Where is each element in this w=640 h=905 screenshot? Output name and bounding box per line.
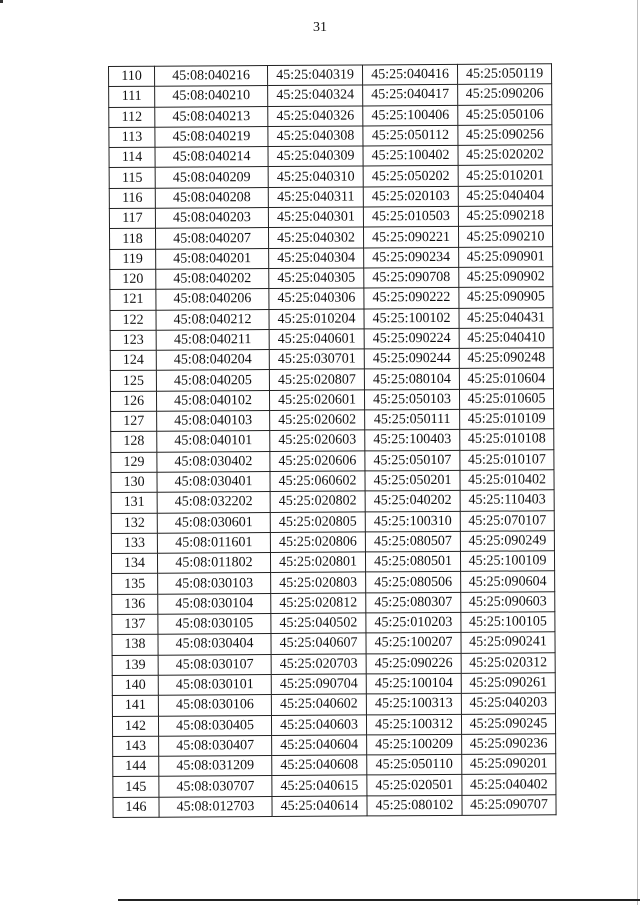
cadastral-code-col-4: 45:25:090603 (461, 591, 555, 612)
table-row (112, 713, 555, 736)
row-number: 139 (112, 655, 158, 676)
cadastral-code-col-3: 45:25:040417 (363, 85, 458, 106)
table-row (109, 186, 552, 209)
row-number: 135 (112, 574, 158, 595)
cadastral-code-col-2: 45:25:040614 (272, 796, 367, 817)
cadastral-code-col-2: 45:25:020606 (270, 451, 365, 472)
row-number: 124 (110, 350, 156, 371)
cadastral-code-col-3: 45:25:080104 (364, 369, 459, 390)
table-row (110, 307, 553, 330)
cadastral-code-col-4: 45:25:090249 (460, 531, 554, 552)
cadastral-code-col-1: 45:08:040214 (155, 147, 268, 168)
row-number: 146 (113, 797, 159, 818)
page-edge-right (637, 0, 638, 905)
row-number: 115 (109, 168, 155, 189)
table-row (112, 652, 555, 675)
cadastral-code-col-2: 45:25:040308 (268, 126, 363, 147)
cadastral-code-col-3: 45:25:100102 (364, 308, 459, 329)
cadastral-code-col-2: 45:25:040601 (269, 329, 364, 350)
cadastral-code-col-2: 45:25:040607 (271, 633, 366, 654)
cadastral-code-col-2: 45:25:040301 (268, 207, 363, 228)
cadastral-code-col-3: 45:25:090222 (364, 288, 459, 309)
cadastral-code-col-3: 45:25:050201 (365, 470, 460, 491)
cadastral-code-col-3: 45:25:080506 (366, 572, 461, 593)
table-row (112, 612, 555, 635)
table-row (109, 64, 552, 87)
cadastral-code-col-2: 45:25:060602 (270, 471, 365, 492)
cadastral-code-col-3: 45:25:050103 (364, 389, 459, 410)
cadastral-code-col-4: 45:25:040404 (458, 186, 552, 207)
cadastral-code-col-2: 45:25:090704 (271, 674, 366, 695)
cadastral-code-col-4: 45:25:070107 (460, 510, 554, 531)
cadastral-code-col-1: 45:08:040208 (155, 187, 268, 208)
cadastral-code-col-3: 45:25:100207 (366, 633, 461, 654)
cadastral-code-col-3: 45:25:040202 (365, 491, 460, 512)
table-row (109, 145, 552, 168)
row-number: 129 (111, 452, 157, 473)
cadastral-code-col-4: 45:25:020312 (461, 652, 555, 673)
cadastral-code-col-3: 45:25:050110 (367, 754, 462, 775)
row-number: 121 (110, 289, 156, 310)
cadastral-code-col-4: 45:25:010108 (460, 429, 554, 450)
table-row (111, 510, 554, 533)
cadastral-code-col-4: 45:25:090901 (459, 246, 553, 267)
cadastral-code-col-2: 45:25:020703 (271, 654, 366, 675)
cadastral-codes-table (108, 63, 557, 818)
table-row (111, 429, 554, 452)
cadastral-code-col-1: 45:08:040213 (155, 106, 268, 127)
cadastral-code-col-4: 45:25:090236 (462, 734, 556, 755)
cadastral-code-col-3: 45:25:080507 (365, 531, 460, 552)
cadastral-code-col-3: 45:25:040416 (362, 64, 457, 85)
row-number: 137 (112, 614, 158, 635)
table-row (110, 368, 553, 391)
cadastral-code-col-3: 45:25:090224 (364, 328, 459, 349)
row-number: 126 (110, 391, 156, 412)
cadastral-code-col-3: 45:25:100406 (363, 105, 458, 126)
cadastral-code-col-4: 45:25:090902 (459, 267, 553, 288)
cadastral-code-col-4: 45:25:090905 (459, 287, 553, 308)
row-number: 116 (109, 188, 155, 209)
row-number: 118 (109, 229, 155, 250)
cadastral-code-col-3: 45:25:010503 (363, 206, 458, 227)
cadastral-code-col-3: 45:25:080307 (366, 592, 461, 613)
table-row (112, 571, 555, 594)
cadastral-code-col-2: 45:25:040615 (272, 775, 367, 796)
row-number: 111 (109, 87, 155, 108)
cadastral-code-col-3: 45:25:050202 (363, 166, 458, 187)
cadastral-code-col-4: 45:25:050119 (457, 64, 551, 85)
row-number: 136 (112, 594, 158, 615)
row-number: 110 (109, 66, 155, 87)
table-row (112, 591, 555, 614)
row-number: 130 (111, 472, 157, 493)
table-row (111, 531, 554, 554)
cadastral-code-col-3: 45:25:050107 (365, 450, 460, 471)
table-row (113, 774, 556, 797)
cadastral-code-col-1: 45:08:040219 (155, 126, 268, 147)
cadastral-code-col-3: 45:25:100403 (365, 430, 460, 451)
cadastral-code-col-3: 45:25:020501 (367, 775, 462, 796)
table-row (109, 104, 552, 127)
cadastral-code-col-1: 45:08:030107 (158, 654, 271, 675)
cadastral-code-col-4: 45:25:090241 (461, 632, 555, 653)
cadastral-code-col-2: 45:25:020805 (270, 511, 365, 532)
page-edge-bottom (118, 899, 640, 901)
row-number: 122 (110, 310, 156, 331)
cadastral-code-col-1: 45:08:030104 (158, 593, 271, 614)
cadastral-code-col-1: 45:08:030401 (157, 471, 270, 492)
cadastral-code-col-2: 45:25:040305 (269, 268, 364, 289)
table-row (109, 165, 552, 188)
table-row (109, 84, 552, 107)
cadastral-code-col-1: 45:08:030103 (158, 573, 271, 594)
row-number: 140 (112, 675, 158, 696)
cadastral-code-col-2: 45:25:020807 (269, 369, 364, 390)
table-row (111, 490, 554, 513)
cadastral-code-col-1: 45:08:040201 (156, 248, 269, 269)
cadastral-code-col-3: 45:25:020103 (363, 186, 458, 207)
cadastral-code-col-4: 45:25:090245 (461, 713, 555, 734)
cadastral-code-col-2: 45:25:040311 (268, 187, 363, 208)
cadastral-code-col-3: 45:25:090234 (364, 247, 459, 268)
cadastral-code-col-3: 45:25:090226 (366, 653, 461, 674)
table-row (113, 734, 556, 757)
cadastral-code-col-3: 45:25:080501 (365, 551, 460, 572)
cadastral-code-col-1: 45:08:040216 (155, 66, 268, 87)
cadastral-code-col-1: 45:08:030105 (158, 614, 271, 635)
cadastral-code-col-1: 45:08:040204 (156, 350, 269, 371)
row-number: 132 (111, 513, 157, 534)
cadastral-code-col-1: 45:08:040205 (156, 370, 269, 391)
cadastral-code-col-4: 45:25:090210 (458, 226, 552, 247)
cadastral-code-col-2: 45:25:020802 (270, 491, 365, 512)
row-number: 128 (111, 432, 157, 453)
cadastral-code-col-2: 45:25:020602 (270, 410, 365, 431)
cadastral-code-col-4: 45:25:010605 (459, 389, 553, 410)
cadastral-code-col-4: 45:25:110403 (460, 490, 554, 511)
cadastral-code-col-1: 45:08:030405 (158, 715, 271, 736)
cadastral-code-col-2: 45:25:040306 (269, 288, 364, 309)
cadastral-code-col-4: 45:25:090707 (462, 794, 556, 815)
table-row (110, 348, 553, 371)
cadastral-code-col-1: 45:08:040212 (156, 309, 269, 330)
cadastral-code-col-3: 45:25:100402 (363, 146, 458, 167)
row-number: 114 (109, 147, 155, 168)
cadastral-code-col-4: 45:25:040203 (461, 693, 555, 714)
cadastral-code-col-1: 45:08:040202 (156, 268, 269, 289)
cadastral-code-col-2: 45:25:020601 (269, 390, 364, 411)
cadastral-code-col-2: 45:25:010204 (269, 309, 364, 330)
cadastral-code-col-4: 45:25:010109 (460, 409, 554, 430)
table-row (111, 449, 554, 472)
table-row (112, 632, 555, 655)
row-number: 117 (109, 208, 155, 229)
row-number: 144 (113, 756, 159, 777)
cadastral-code-col-4: 45:25:040410 (459, 328, 553, 349)
cadastral-code-col-4: 45:25:010402 (460, 470, 554, 491)
cadastral-code-col-1: 45:08:030601 (157, 512, 270, 533)
table-body (109, 64, 557, 818)
cadastral-code-col-3: 45:25:010203 (366, 612, 461, 633)
row-number: 125 (110, 371, 156, 392)
row-number: 119 (110, 249, 156, 270)
cadastral-code-col-3: 45:25:090708 (364, 267, 459, 288)
row-number: 138 (112, 635, 158, 656)
cadastral-code-col-1: 45:08:030101 (158, 674, 271, 695)
cadastral-code-col-2: 45:25:040604 (272, 735, 367, 756)
row-number: 131 (111, 492, 157, 513)
row-number: 113 (109, 127, 155, 148)
cadastral-code-col-1: 45:08:040207 (155, 228, 268, 249)
cadastral-code-col-1: 45:08:030404 (158, 634, 271, 655)
cadastral-code-col-2: 45:25:020803 (271, 572, 366, 593)
cadastral-code-col-1: 45:08:040211 (156, 329, 269, 350)
cadastral-code-col-4: 45:25:090201 (462, 754, 556, 775)
cadastral-code-col-3: 45:25:050112 (363, 125, 458, 146)
cadastral-code-col-2: 45:25:040302 (268, 227, 363, 248)
row-number: 134 (111, 553, 157, 574)
scan-corner-mark (0, 0, 3, 3)
cadastral-code-col-3: 45:25:100313 (366, 694, 461, 715)
cadastral-code-col-4: 45:25:010107 (460, 449, 554, 470)
cadastral-code-col-1: 45:08:030402 (157, 451, 270, 472)
cadastral-code-col-1: 45:08:030707 (159, 776, 272, 797)
cadastral-code-col-1: 45:08:032202 (157, 492, 270, 513)
table-row (111, 409, 554, 432)
cadastral-code-col-1: 45:08:040210 (155, 86, 268, 107)
cadastral-code-col-2: 45:25:040304 (269, 248, 364, 269)
table-row (112, 693, 555, 716)
cadastral-code-col-4: 45:25:100105 (461, 612, 555, 633)
cadastral-code-col-1: 45:08:030106 (158, 695, 271, 716)
row-number: 141 (112, 695, 158, 716)
cadastral-code-col-3: 45:25:100312 (366, 714, 461, 735)
cadastral-code-col-1: 45:08:031209 (159, 756, 272, 777)
cadastral-code-col-4: 45:25:100109 (460, 551, 554, 572)
page-number: 31 (313, 20, 327, 35)
row-number: 127 (111, 411, 157, 432)
cadastral-code-col-4: 45:25:090218 (458, 206, 552, 227)
cadastral-code-col-3: 45:25:090244 (364, 349, 459, 370)
cadastral-code-col-1: 45:08:040209 (155, 167, 268, 188)
table-row (112, 673, 555, 696)
cadastral-code-col-4: 45:25:090261 (461, 673, 555, 694)
table-row (111, 551, 554, 574)
row-number: 112 (109, 107, 155, 128)
row-number: 123 (110, 330, 156, 351)
cadastral-code-col-4: 45:25:010201 (458, 165, 552, 186)
table-row (110, 328, 553, 351)
cadastral-code-col-2: 45:25:040326 (268, 106, 363, 127)
cadastral-code-col-1: 45:08:040203 (155, 208, 268, 229)
cadastral-code-col-2: 45:25:040310 (268, 166, 363, 187)
table-row (109, 226, 552, 249)
cadastral-code-col-2: 45:25:020801 (270, 552, 365, 573)
cadastral-code-col-4: 45:25:090248 (459, 348, 553, 369)
cadastral-code-col-2: 45:25:040319 (268, 65, 363, 86)
table-row (110, 287, 553, 310)
cadastral-code-col-1: 45:08:040103 (157, 411, 270, 432)
table-row (113, 754, 556, 777)
cadastral-code-col-2: 45:25:040602 (271, 694, 366, 715)
table-row (109, 125, 552, 148)
cadastral-code-col-3: 45:25:090221 (363, 227, 458, 248)
cadastral-code-col-4: 45:25:090206 (458, 84, 552, 105)
cadastral-code-col-1: 45:08:011802 (157, 553, 270, 574)
cadastral-code-col-1: 45:08:011601 (157, 532, 270, 553)
cadastral-code-col-2: 45:25:020806 (270, 532, 365, 553)
cadastral-code-col-3: 45:25:050111 (365, 409, 460, 430)
table-row (109, 206, 552, 229)
cadastral-code-col-4: 45:25:090256 (458, 125, 552, 146)
cadastral-code-col-2: 45:25:020812 (271, 593, 366, 614)
table-row (110, 389, 553, 412)
row-number: 143 (113, 736, 159, 757)
cadastral-code-col-1: 45:08:040206 (156, 289, 269, 310)
cadastral-code-col-2: 45:25:020603 (270, 430, 365, 451)
cadastral-code-col-3: 45:25:100310 (365, 511, 460, 532)
cadastral-code-col-4: 45:25:040402 (462, 774, 556, 795)
row-number: 120 (110, 269, 156, 290)
cadastral-code-col-4: 45:25:050106 (458, 104, 552, 125)
row-number: 145 (113, 777, 159, 798)
cadastral-code-col-4: 45:25:010604 (459, 368, 553, 389)
cadastral-code-col-4: 45:25:090604 (461, 571, 555, 592)
table-row (110, 246, 553, 269)
row-number: 133 (111, 533, 157, 554)
cadastral-code-col-2: 45:25:040608 (272, 755, 367, 776)
cadastral-code-col-1: 45:08:012703 (159, 796, 272, 817)
cadastral-code-col-2: 45:25:030701 (269, 349, 364, 370)
table-row (110, 267, 553, 290)
cadastral-code-col-4: 45:25:040431 (459, 307, 553, 328)
cadastral-code-col-4: 45:25:020202 (458, 145, 552, 166)
cadastral-code-col-1: 45:08:030407 (159, 735, 272, 756)
cadastral-code-col-1: 45:08:040102 (156, 390, 269, 411)
cadastral-code-col-3: 45:25:100209 (367, 734, 462, 755)
cadastral-code-col-2: 45:25:040603 (271, 714, 366, 735)
cadastral-code-col-1: 45:08:040101 (157, 431, 270, 452)
cadastral-code-col-2: 45:25:040309 (268, 146, 363, 167)
table-row (111, 470, 554, 493)
cadastral-code-col-3: 45:25:100104 (366, 673, 461, 694)
cadastral-code-col-2: 45:25:040502 (271, 613, 366, 634)
cadastral-code-col-2: 45:25:040324 (268, 85, 363, 106)
cadastral-code-col-3: 45:25:080102 (367, 795, 462, 816)
row-number: 142 (112, 716, 158, 737)
table-row (113, 794, 556, 817)
